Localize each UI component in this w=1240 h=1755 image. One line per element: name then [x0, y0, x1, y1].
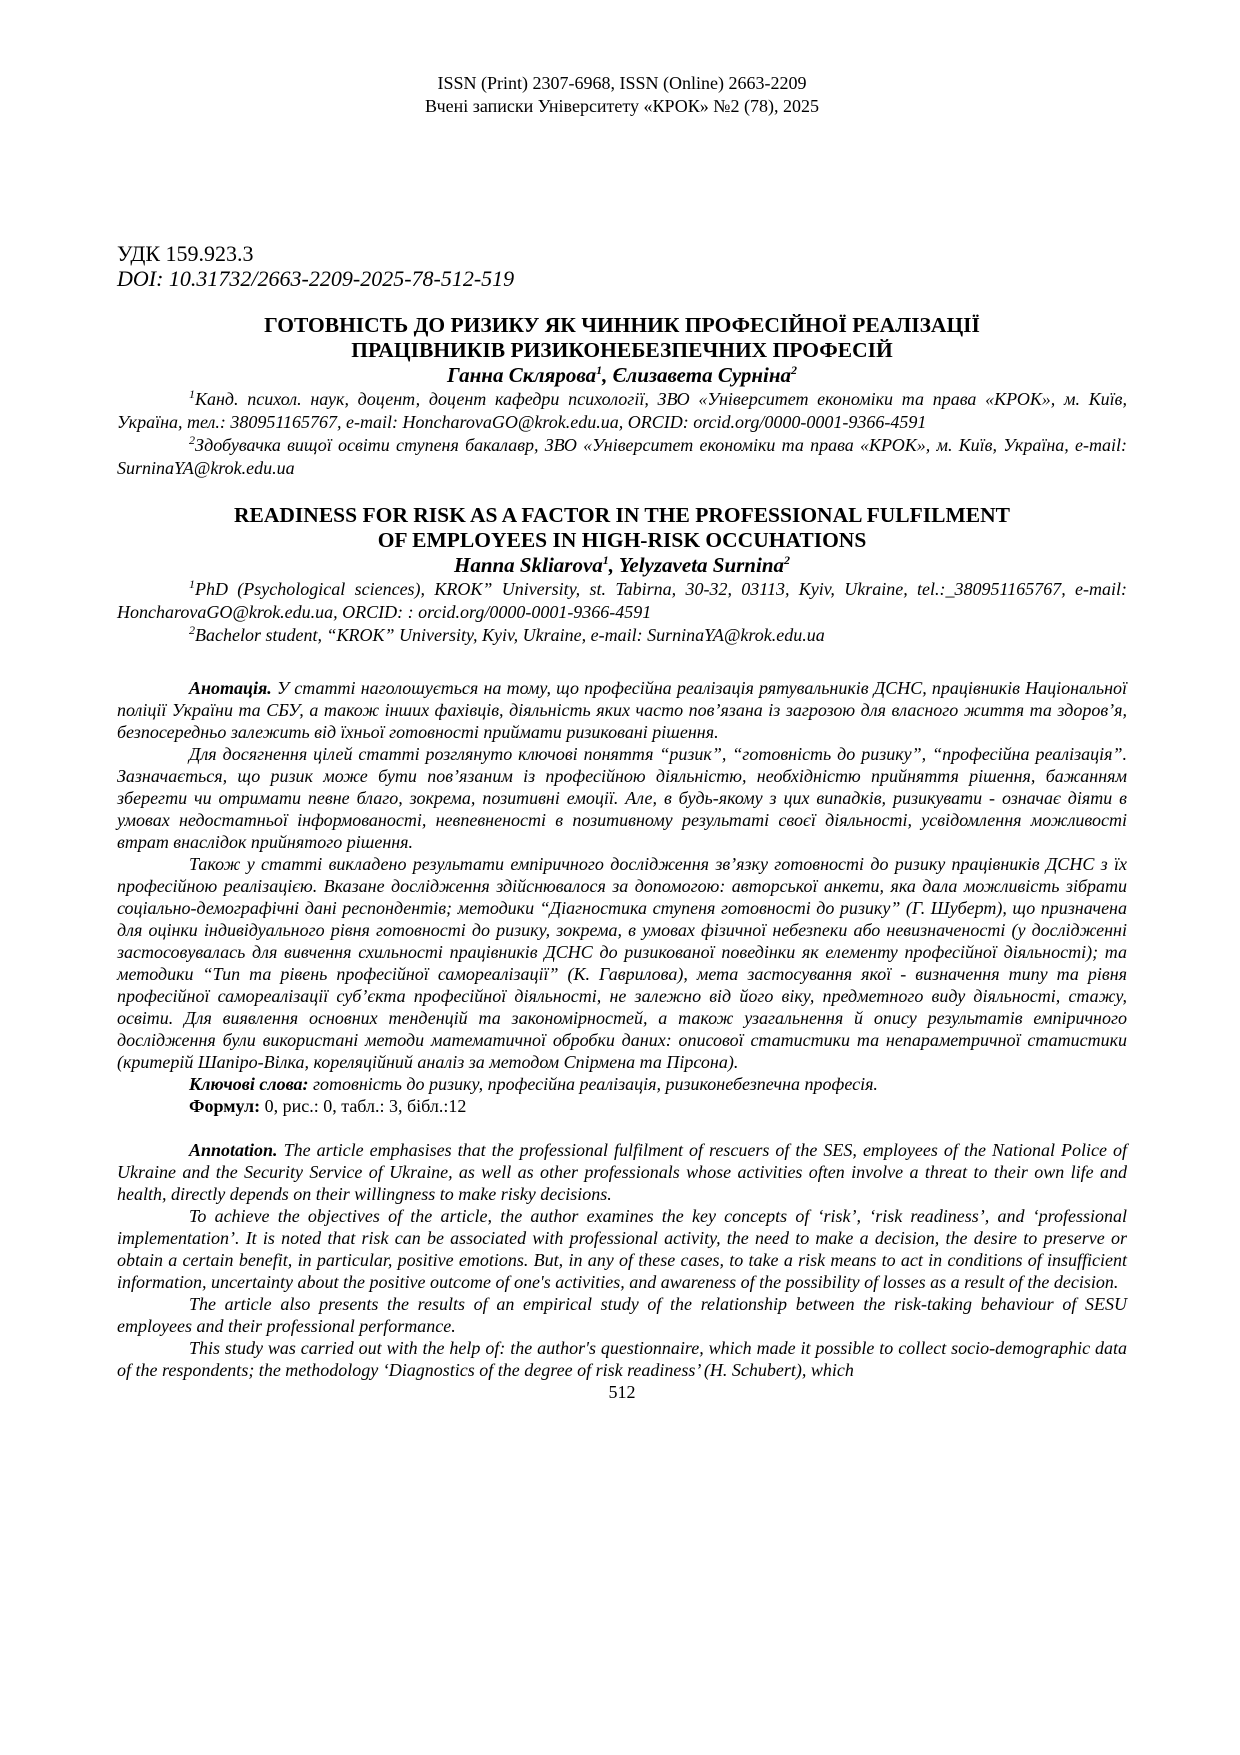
doi: DOI: 10.31732/2663-2209-2025-78-512-519: [117, 266, 515, 291]
title-ua-line1: ГОТОВНІСТЬ ДО РИЗИКУ ЯК ЧИННИК ПРОФЕСІЙНОЇ РЕАЛІЗАЦІЇ: [264, 313, 980, 337]
aff2-en-text: Bachelor student, “KROK” University, Kyiv, Ukraine, e-mail: SurninaYA@krok.edu.ua: [195, 625, 825, 645]
page-number: 512: [608, 1382, 636, 1402]
author2-ua-sup: 2: [791, 363, 798, 377]
aff1-ua-text: Канд. психол. наук, доцент, доцент кафедри психології, ЗВО «Університет економіки та права «КРОК», м. Київ, Україна, тел.: 380951165767, e-mail: HoncharovaGO@krok.edu.ua, ORCID: orcid.org/0000-0001-9366-4591: [117, 389, 1127, 432]
formula-count: [117, 1095, 1127, 1117]
title-en-line2: OF EMPLOYEES IN HIGH-RISK OCCUHATIONS: [377, 528, 867, 552]
journal-line: Вчені записки Університету «КРОК» №2 (78), 2025: [425, 96, 819, 116]
abstract-ua-p1-text: У статті наголошується на тому, що професійна реалізація рятувальників ДСНС, працівників Національної поліції України та СБУ, а також інших фахівців, діяльність яких часто пов’язана із загрозою для власного життя та здоров’я, безпосередньо залежить від їхньої готовності приймати ризиковані рішення.: [117, 678, 1127, 742]
aff2-en-sup: 2: [189, 623, 195, 637]
journal-header: [117, 72, 1127, 118]
udk-code: УДК 159.923.3: [117, 241, 254, 266]
author1-ua: Ганна Склярова: [446, 363, 597, 387]
title-en: [117, 503, 1127, 553]
issn-line: ISSN (Print) 2307-6968, ISSN (Online) 2663-2209: [437, 73, 807, 93]
author-separator: ,: [602, 363, 613, 387]
aff2-ua-text: Здобувачка вищої освіти ступеня бакалавр, ЗВО «Університет економіки та права «КРОК», м. Київ, Україна, e-mail: SurninaYA@krok.edu.ua: [117, 435, 1127, 478]
title-ua-line2: ПРАЦІВНИКІВ РИЗИКОНЕБЕЗПЕЧНИХ ПРОФЕСІЙ: [351, 338, 893, 362]
abstract-en-label: Annotation.: [189, 1140, 278, 1160]
author2-ua: Єлизавета Сурніна: [612, 363, 792, 387]
title-ua: [117, 313, 1127, 363]
authors-en: [117, 553, 1127, 578]
aff2-ua-sup: 2: [189, 433, 195, 447]
abstract-en-p2: To achieve the objectives of the article, the author examines the key concepts of ‘risk’, ‘risk readiness’, and ‘professional implementation’. It is noted that risk can be associated with professional activity, the need to make a decision, the desire to preserve or obtain a certain benefit, in particular, positive emotions. But, in any of these cases, to take a risk means to act in conditions of insufficient information, uncertainty about the positive outcome of one's activities, and awareness of the possibility of losses as a result of the decision.: [117, 1206, 1127, 1292]
abstract-en-p3: The article also presents the results of an empirical study of the relationship between the risk-taking behaviour of SESU employees and their professional performance.: [117, 1294, 1127, 1336]
formula-label: Формул:: [189, 1096, 261, 1116]
author-separator: ,: [608, 553, 619, 577]
page: [117, 72, 1127, 1403]
keywords-ua-text: готовність до ризику, професійна реалізація, ризиконебезпечна професія.: [308, 1074, 878, 1094]
author2-en-sup: 2: [784, 553, 791, 567]
abstract-ua: [117, 677, 1127, 1117]
formula-text: 0, рис.: 0, табл.: 3, бібл.:12: [260, 1096, 467, 1116]
abstract-ua-p3: Також у статті викладено результати емпіричного дослідження зв’язку готовності до ризику працівників ДСНС з їх професійною реалізацією. Вказане дослідження здійснювалося за допомогою: авторської анкети, яка дала можливість зібрати соціально-демографічні дані респондентів; методики “Діагностика ступеня готовності до ризику” (Г. Шуберт), що призначена для оцінки індивідуального рівня готовності до ризику, зокрема, в умовах фізичної небезпеки або невизначеності (у дослідженні застосовувалась для вивчення схильності працівників ДСНС до ризикованої поведінки як елементу професійної діяльності); та методики “Тип та рівень професійної самореалізації” (К. Гаврилова), мета застосування якої - визначення типу та рівня професійної самореалізації суб’єкта професійної діяльності, не залежно від його віку, предметного виду діяльності, стажу, освіти. Для виявлення основних тенденцій та закономірностей, а також узагальнення й опису результатів емпіричного дослідження були використані методи математичної обробки даних: описової статистики та непараметричної статистики (критерій Шапіро-Вілка, кореляційний аналіз за методом Спірмена та Пірсона).: [117, 854, 1127, 1072]
abstract-ua-label: Анотація.: [189, 678, 272, 698]
author1-en-sup: 1: [602, 553, 609, 567]
keywords-ua-label: Ключові слова:: [189, 1074, 309, 1094]
author1-ua-sup: 1: [596, 363, 603, 377]
abstract-en-p4: This study was carried out with the help of: the author's questionnaire, which made it possible to collect socio-demographic data of the respondents; the methodology ‘Diagnostics of the degree of risk readiness’ (H. Schubert), which: [117, 1338, 1127, 1380]
abstract-en-p1-text: The article emphasises that the professional fulfilment of rescuers of the SES, employees of the National Police of Ukraine and the Security Service of Ukraine, as well as other professionals whose activities often involve a threat to their own life and health, directly depends on their willingness to make risky decisions.: [117, 1140, 1127, 1204]
title-en-line1: READINESS FOR RISK AS A FACTOR IN THE PROFESSIONAL FULFILMENT: [234, 503, 1010, 527]
authors-ua: [117, 363, 1127, 388]
affiliation1-ua: [117, 388, 1127, 434]
aff1-ua-sup: 1: [189, 387, 195, 401]
abstract-en-p1: [117, 1139, 1127, 1205]
affiliation2-en: [117, 624, 1127, 647]
abstract-ua-p2: Для досягнення цілей статті розглянуто ключові поняття “ризик”, “готовність до ризику”, “професійна реалізація”. Зазначається, що ризик може бути пов’язаним із професійною діяльністю, необхідністю прийняття рішення, бажанням зберегти чи отримати певне благо, зокрема, позитивні емоції. Але, в будь-якому з цих випадків, ризикувати - означає діяти в умовах недостатньої інформованості, невпевненості в позитивному результаті своєї діяльності, усвідомлення можливості втрат внаслідок прийнятого рішення.: [117, 744, 1127, 852]
abstract-en: [117, 1139, 1127, 1381]
author2-en: Yelyzaveta Surnina: [618, 553, 785, 577]
keywords-ua: [117, 1073, 1127, 1095]
affiliation1-en: [117, 578, 1127, 624]
aff1-en-sup: 1: [189, 577, 195, 591]
affiliation2-ua: [117, 434, 1127, 480]
aff1-en-text: PhD (Psychological sciences), KROK” University, st. Tabirna, 30-32, 03113, Kyiv, Ukraine, tel.:_380951165767, e-mail: HoncharovaGO@krok.edu.ua, ORCID: : orcid.org/0000-0001-9366-4591: [117, 579, 1127, 622]
author1-en: Hanna Skliarova: [453, 553, 603, 577]
abstract-ua-p1: [117, 677, 1127, 743]
